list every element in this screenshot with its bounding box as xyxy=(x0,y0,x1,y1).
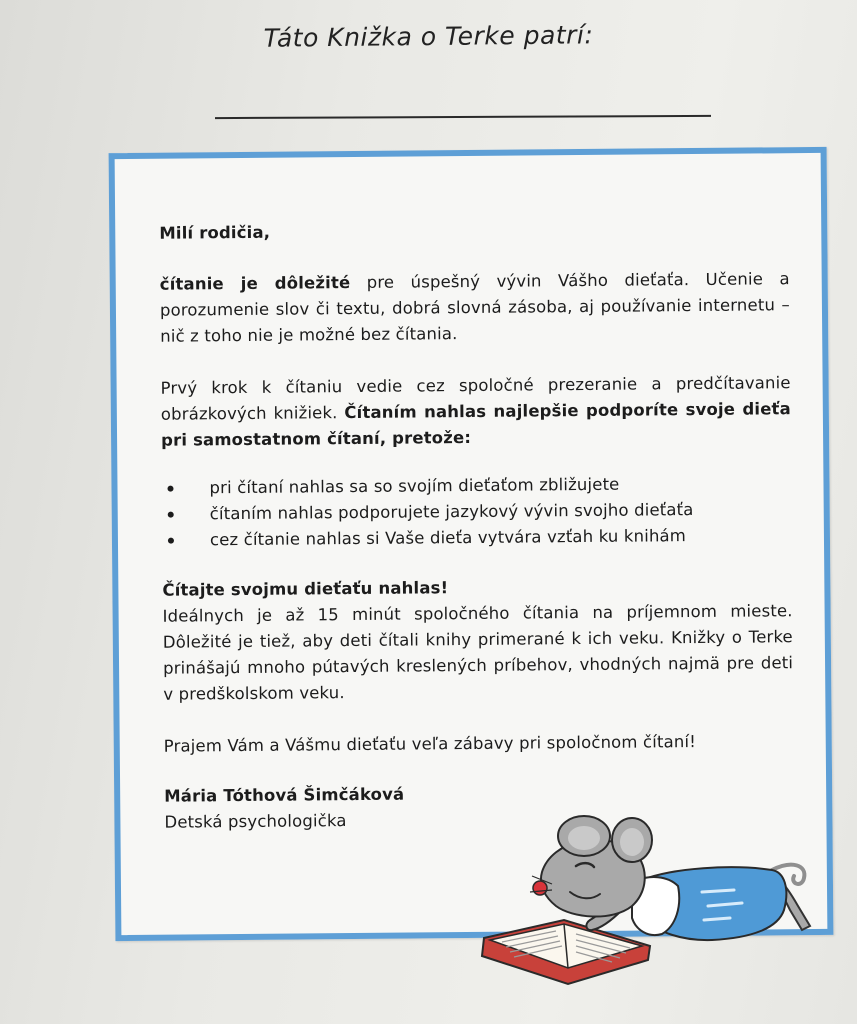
intro-bold-phrase: čítanie je dôležité xyxy=(159,273,351,294)
list-item-text: pri čítaní nahlas sa so svojím dieťaťom zbližujete xyxy=(209,474,620,498)
bullet-icon xyxy=(168,512,174,518)
first-step-text: Prvý krok k čítaniu vedie cez spoločné prezeranie a predčítavanie obrázkových knižiek. xyxy=(160,373,791,424)
paragraph-intro xyxy=(160,266,791,349)
bullet-icon xyxy=(167,486,173,492)
bullet-icon xyxy=(168,538,174,544)
letter-content xyxy=(159,215,795,861)
signature-name: Mária Tóthová Šimčáková xyxy=(164,784,405,806)
list-item-text: cez čítanie nahlas si Vaše dieťa vytvára vzťah ku knihám xyxy=(209,526,687,550)
list-item xyxy=(162,522,792,553)
list-item-text: čítaním nahlas podporujete jazykový vývin svojho dieťaťa xyxy=(209,500,694,524)
closing-line: Prajem Vám a Vášmu dieťaťu veľa zábavy pri spoločnom čítaní! xyxy=(163,732,697,756)
intro-text: pre úspešný vývin Vášho dieťaťa. Učenie a porozumenie slov či textu, dobrá slovná zásoba, aj používanie internetu – nič z toho nie je možné bez čítania. xyxy=(159,269,791,346)
owner-heading: Táto Knižka o Terke patrí: xyxy=(263,20,594,53)
paragraph-first-step xyxy=(161,370,792,453)
first-step-bold: Čítaním nahlas najlepšie podporíte svoje dieťa pri samostatnom čítaní, pretože: xyxy=(160,399,791,450)
mouse-reading-book-icon xyxy=(472,810,822,1000)
paragraph-read-aloud xyxy=(162,572,793,707)
benefits-list xyxy=(161,470,792,553)
read-aloud-text: Ideálnych je až 15 minút spoločného čítania na príjemnom mieste. Dôležité je tiež, aby deti čítali knihy primerané k ich veku. Knižky o Terke prinášajú mnoho pútavých kreslených príbehov, vhodných najmä pre deti v predškolskom veku. xyxy=(162,601,794,704)
section-heading: Čítajte svojmu dieťaťu nahlas! xyxy=(162,578,449,600)
owner-name-line xyxy=(215,115,711,119)
greeting: Milí rodičia, xyxy=(159,222,271,243)
signature-title: Detská psychologička xyxy=(164,811,347,832)
